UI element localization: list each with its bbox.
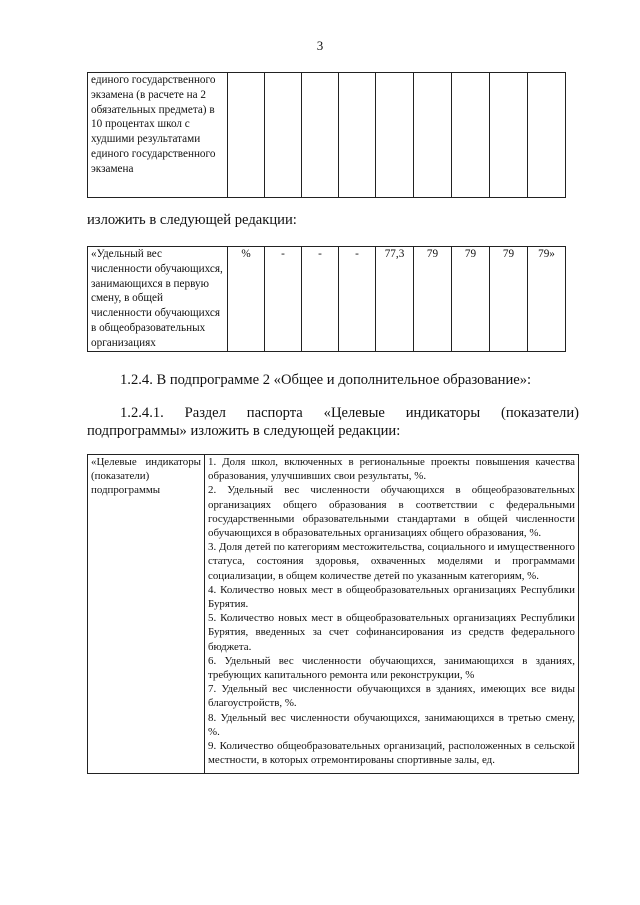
indicator-item: 4. Количество новых мест в общеобразовательных организациях Республики Бурятия.	[208, 583, 575, 611]
indicator-item: 6. Удельный вес численности обучающихся, занимающихся в зданиях, требующих капитального ремонта или реконструкции, %	[208, 654, 575, 682]
table-previous-indicator	[87, 72, 566, 198]
table-target-indicators	[87, 454, 579, 774]
table1-cell	[339, 73, 376, 198]
table1-cell	[490, 73, 528, 198]
table1-cell	[414, 73, 452, 198]
table2-label-cell: «Удельный вес численности обучающихся, занимающихся в первую смену, в общей численности обучающихся в общеобразовательных организациях	[88, 247, 228, 352]
indicator-item: 8. Удельный вес численности обучающихся, занимающихся в третью смену, %.	[208, 711, 575, 738]
table1-label-cell: единого государственного экзамена (в расчете на 2 обязательных предмета) в 10 процентах школ с худшими результатами единого государственного экзамена	[88, 73, 228, 198]
indicator-item: 7. Удельный вес численности обучающихся в зданиях, имеющих все виды благоустройств, %.	[208, 683, 575, 710]
table2-value-cell: 79»	[528, 247, 566, 352]
instruction-text: изложить в следующей редакции:	[87, 212, 297, 228]
table1-cell	[228, 73, 265, 198]
table3-left-cell: «Целевые индикаторы (показатели) подпрограммы	[88, 455, 205, 774]
table2-value-cell: 79	[490, 247, 528, 352]
table1-cell	[302, 73, 339, 198]
table1-cell	[452, 73, 490, 198]
indicator-item: 5. Количество новых мест в общеобразовательных организациях Республики Бурятия, введенных за счет софинансирования из средств федерального бюджета.	[208, 612, 575, 653]
table2-unit-cell: %	[228, 247, 265, 352]
paragraph-1-2-4-1: 1.2.4.1. Раздел паспорта «Целевые индикаторы (показатели) подпрограммы» изложить в следующей редакции:	[87, 405, 579, 439]
table2-value-cell: 77,3	[376, 247, 414, 352]
table2-value-cell: -	[339, 247, 376, 352]
paragraph-1-2-4: 1.2.4. В подпрограмме 2 «Общее и дополнительное образование»:	[120, 372, 532, 388]
table1-cell	[376, 73, 414, 198]
table-new-indicator	[87, 246, 566, 352]
indicator-item: 3. Доля детей по категориям местожительства, социального и имущественного статуса, состояния здоровья, охваченных моделями и программами социализации, в общем количестве детей по указанным категориям, %.	[208, 541, 575, 582]
indicator-item: 9. Количество общеобразовательных организаций, расположенных в сельской местности, в которых отремонтированы спортивные залы, ед.	[208, 740, 575, 767]
table2-value-cell: -	[302, 247, 339, 352]
indicator-item: 2. Удельный вес численности обучающихся в общеобразовательных организациях общего образования в соответствии с федеральными государственными образовательными стандартами в общей численности обучающихся в образовательных организациях общего образования, %.	[208, 484, 575, 540]
table1-cell	[528, 73, 566, 198]
table1-cell	[265, 73, 302, 198]
table2-value-cell: 79	[452, 247, 490, 352]
table2-value-cell: 79	[414, 247, 452, 352]
page-number: 3	[316, 38, 324, 53]
table2-value-cell: -	[265, 247, 302, 352]
table3-right-cell	[205, 455, 579, 774]
indicator-item: 1. Доля школ, включенных в региональные проекты повышения качества образования, улучшивших свои результаты, %.	[208, 456, 575, 483]
